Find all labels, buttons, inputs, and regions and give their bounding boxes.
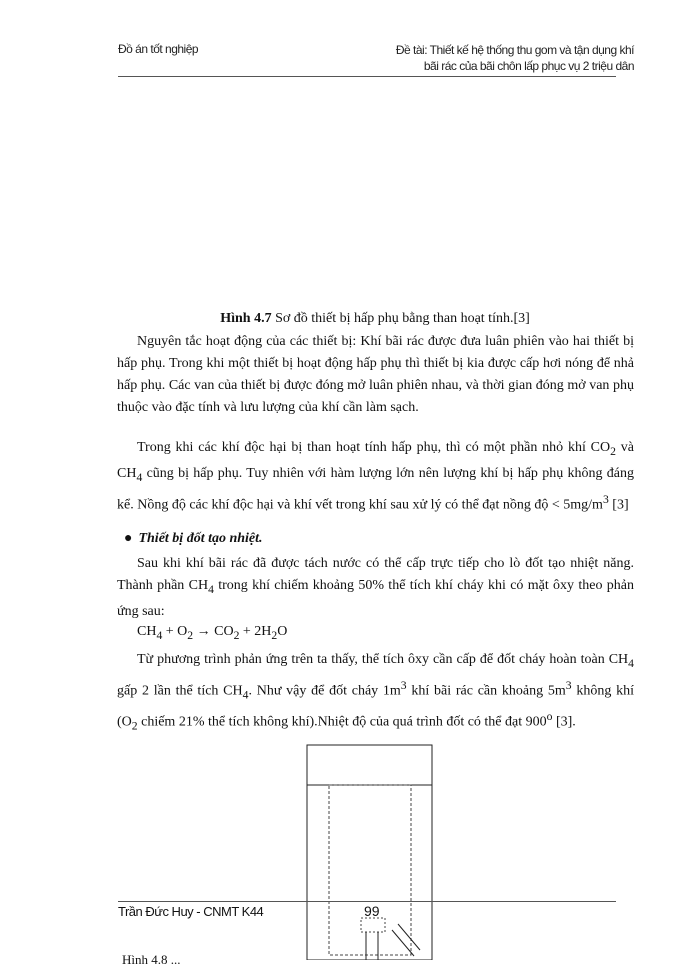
- paragraph-combustion-text: Từ phương trình phản ứng trên ta thấy, thể tích ôxy cần cấp để đốt cháy hoàn toàn $CH_4$ gấp 2 lần thể tích $CH_4$. Như vậy để đốt cháy $1m^3$ khí bãi rác cần khoảng $5m^3$ không khí ($O_2$ chiếm 21% thể tích không khí).Nhiệt độ của quá trình đốt có thể đạt 900$^o$ [3].: [117, 652, 634, 733]
- caption-label: Hình 4.7: [220, 311, 272, 326]
- header-right-line1: Đề tài: Thiết kế hệ thống thu gom và tận dụng khí: [395, 43, 634, 57]
- air-inlet-line-2: [398, 924, 420, 950]
- caption-text: Sơ đồ thiết bị hấp phụ bằng than hoạt tính.[3]: [271, 311, 530, 326]
- footer-rule: [118, 901, 616, 902]
- section-heading: ● Thiết bị đốt tạo nhiệt.: [124, 531, 263, 546]
- footer-author: Trần Đức Huy - CNMT K44: [118, 904, 264, 919]
- burner-inner-chamber: [329, 785, 411, 955]
- burner-outer-shell: [307, 745, 432, 960]
- header-right-line2: bãi rác của bãi chôn lấp phục vụ 2 triệu dân: [423, 59, 634, 73]
- bullet-icon: ●: [124, 531, 133, 546]
- paragraph-burner-text: Sau khi khí bãi rác đã được tách nước có thể cấp trực tiếp cho lò đốt tạo nhiệt năng. Thành phần $CH_4$ trong khí chiếm khoảng 50% thể tích khí cháy khi có mặt ôxy theo phản ứng sau:: [117, 556, 634, 619]
- page-number: 99: [364, 903, 380, 919]
- paragraph-principle-text: Nguyên tắc hoạt động của các thiết bị: Khí bãi rác được đưa luân phiên vào hai thiết bị hấp phụ. Trong khi một thiết bị hoạt động hấp phụ thì thiết bị kia được cấp hơi nóng để nhả hấp phụ. Các van của thiết bị được đóng mở luân phiên nhau, và thời gian đóng mở van phụ thuộc vào đặc tính và lưu lượng của khí cần làm sạch.: [117, 334, 634, 415]
- header-left: Đồ án tốt nghiệp: [118, 42, 199, 56]
- reaction-equation: $CH_4 + O_2 \to CO_2 + 2H_2O$: [137, 624, 288, 642]
- next-caption-cut: Hình 4.8 ...: [122, 952, 181, 967]
- paragraph-adsorption-text: Trong khi các khí độc hại bị than hoạt tính hấp phụ, thì có một phần nhỏ khí $CO_2$ và $CH_4$ cũng bị hấp phụ. Tuy nhiên với hàm lượng lớn nên lượng khí bị hấp phụ không đáng kể. Nồng độ các khí độc hại và khí vết trong khí sau xử lý có thể đạt nồng độ < $5mg/m^3$ [3]: [117, 440, 635, 513]
- nozzle-box: [361, 918, 385, 932]
